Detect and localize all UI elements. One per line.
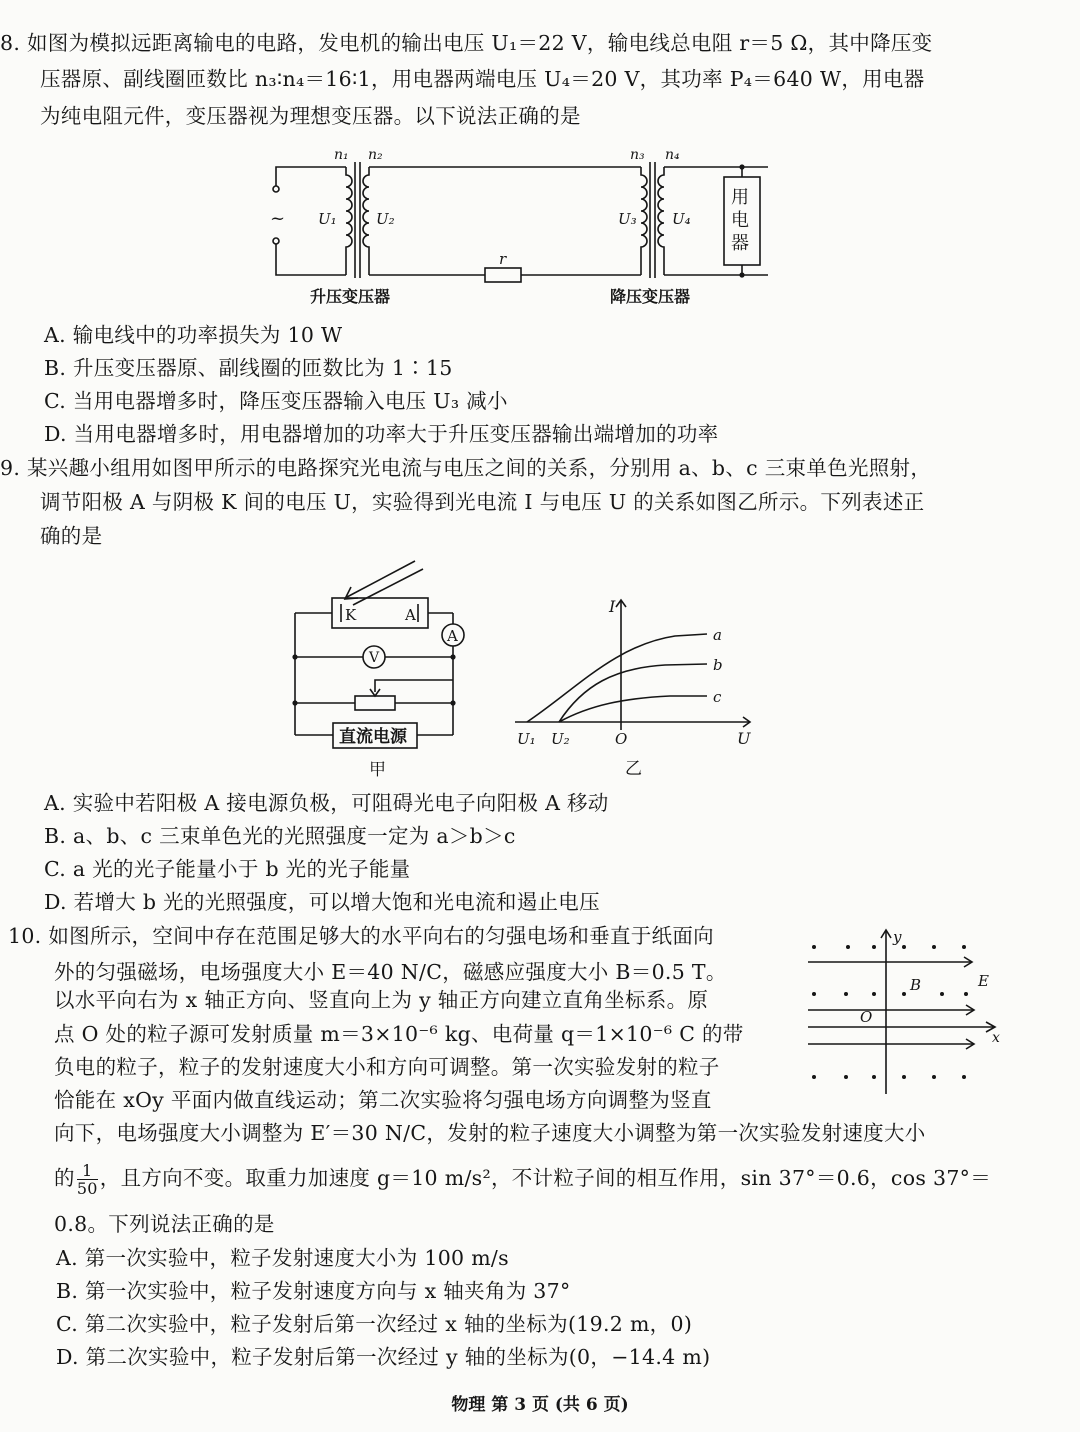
q10-stem-line6: 恰能在 xOy 平面内做直线运动；第二次实验将匀强电场方向调整为竖直 [54, 1088, 712, 1112]
q10-option-d: D. 第二次实验中，粒子发射后第一次经过 y 轴的坐标为(0，−14.4 m) [56, 1345, 711, 1369]
n1-label: n₁ [334, 147, 349, 163]
U1-tick-label: U₁ [517, 730, 536, 748]
q10-stem-line3: 以水平向右为 x 轴正方向、竖直向上为 y 轴正方向建立直角坐标系。原 [54, 988, 709, 1012]
q8-stem-line1: 8. 如图为模拟远距离输电的电路，发电机的输出电压 U₁＝22 V，输电线总电阻 r＝5 Ω，其中降压变 [0, 28, 933, 58]
n4-label: n₄ [665, 147, 680, 163]
q10-stem-line7: 向下，电场强度大小调整为 E′＝30 N/C，发射的粒子速度大小调整为第一次实验发射速度大小 [54, 1121, 926, 1145]
load-char-1: 用 [731, 187, 749, 208]
curve-b [559, 664, 707, 722]
cathode-K-label: K [345, 606, 357, 624]
origin-O-label: O [615, 730, 628, 748]
q9-stem-line1: 9. 某兴趣小组用如图甲所示的电路探究光电流与电压之间的关系，分别用 a、b、c 三束单色光照射， [0, 453, 931, 483]
dc-source-label: 直流电源 [339, 727, 407, 747]
U1-label: U₁ [318, 210, 337, 228]
q8-transmission-circuit [260, 140, 780, 310]
q9-option-d: D. 若增大 b 光的光照强度，可以增大饱和光电流和遏止电压 [44, 890, 600, 914]
q8-number: 8. [0, 31, 21, 55]
q8-option-c: C. 当用电器增多时，降压变压器输入电压 U₃ 减小 [44, 389, 508, 413]
B-field-label: B [910, 976, 922, 994]
q9-circuit-jia [285, 555, 485, 780]
q8-option-b: B. 升压变压器原、副线圈的匝数比为 1∶15 [44, 356, 453, 380]
U2-tick-label: U₂ [551, 730, 570, 748]
q10-field-diagram [800, 922, 1060, 1097]
q9-option-a: A. 实验中若阳极 A 接电源负极，可阻碍光电子向阳极 A 移动 [44, 791, 609, 815]
q9-stem-line2: 调节阳极 A 与阴极 K 间的电压 U，实验得到光电流 I 与电压 U 的关系如图乙所示。下列表述正 [40, 490, 925, 514]
load-char-3: 器 [731, 233, 749, 254]
q9-number: 9. [0, 456, 21, 480]
y-axis-label: y [893, 928, 902, 946]
voltmeter-label: V [369, 650, 380, 666]
x-axis-label: x [992, 1030, 1000, 1046]
q10-number: 10. [8, 924, 42, 948]
q10-option-b: B. 第一次实验中，粒子发射速度方向与 x 轴夹角为 37° [56, 1279, 571, 1303]
q8-option-d: D. 当用电器增多时，用电器增加的功率大于升压变压器输出端增加的功率 [44, 422, 719, 446]
curve-a-label: a [713, 626, 722, 644]
r-label: r [499, 250, 507, 268]
ammeter-label: A [447, 627, 458, 645]
q10-option-c: C. 第二次实验中，粒子发射后第一次经过 x 轴的坐标为(19.2 m，0) [56, 1312, 693, 1336]
axis-U-label: U [737, 729, 751, 748]
q10-stem-line9: 0.8。下列说法正确的是 [54, 1212, 275, 1236]
curve-c [559, 696, 707, 722]
q9-option-b: B. a、b、c 三束单色光的光照强度一定为 a＞b＞c [44, 824, 516, 848]
U4-label: U₄ [672, 210, 691, 228]
page-footer: 物理 第 3 页 (共 6 页) [451, 1395, 629, 1415]
step-up-label: 升压变压器 [310, 287, 391, 306]
q10-stem-line1: 10. 如图所示，空间中存在范围足够大的水平向右的匀强电场和垂直于纸面向 [8, 921, 714, 951]
origin-O-label: O [860, 1008, 873, 1026]
U2-label: U₂ [376, 210, 395, 228]
U3-label: U₃ [618, 210, 637, 228]
E-field-label: E [978, 972, 989, 990]
q10-option-a: A. 第一次实验中，粒子发射速度大小为 100 m/s [56, 1246, 509, 1270]
curve-a [527, 634, 707, 722]
load-char-2: 电 [731, 210, 749, 231]
q9-graph-yi [505, 590, 765, 782]
anode-A-label: A [405, 606, 416, 624]
curve-c-label: c [713, 688, 722, 706]
q10-stem-line5: 负电的粒子，粒子的发射速度大小和方向可调整。第一次实验发射的粒子 [54, 1055, 720, 1079]
q8-option-a: A. 输电线中的功率损失为 10 W [44, 323, 343, 347]
jia-caption: 甲 [369, 760, 386, 780]
curve-b-label: b [713, 656, 723, 674]
axis-I-label: I [609, 597, 616, 616]
q10-stem-line2: 外的匀强磁场，电场强度大小 E＝40 N/C，磁感应强度大小 B＝0.5 T。 [54, 960, 727, 984]
q10-stem-line8: 的 $\frac{1}{50}$ ，且方向不变。取重力加速度 g＝10 m/s²，不计粒子间的相互作用，sin 37°＝0.6，cos 37°＝ [54, 1161, 992, 1198]
q8-stem-line2: 压器原、副线圈匝数比 n₃∶n₄＝16∶1，用电器两端电压 U₄＝20 V，其功率 P₄＝640 W，用电器 [40, 67, 925, 91]
n3-label: n₃ [630, 147, 645, 163]
yi-caption: 乙 [625, 759, 642, 779]
q9-stem-line3: 确的是 [40, 524, 103, 548]
q9-option-c: C. a 光的光子能量小于 b 光的光子能量 [44, 857, 411, 881]
q8-stem-line3: 为纯电阻元件，变压器视为理想变压器。以下说法正确的是 [40, 104, 581, 128]
fraction-one-fiftieth: $\frac{1}{50}$ [76, 1161, 98, 1198]
q10-stem-line4: 点 O 处的粒子源可发射质量 m＝3×10⁻⁶ kg、电荷量 q＝1×10⁻⁶ C 的带 [54, 1022, 744, 1046]
step-down-label: 降压变压器 [610, 287, 691, 306]
n2-label: n₂ [368, 147, 383, 163]
ac-symbol: ~ [270, 208, 286, 229]
